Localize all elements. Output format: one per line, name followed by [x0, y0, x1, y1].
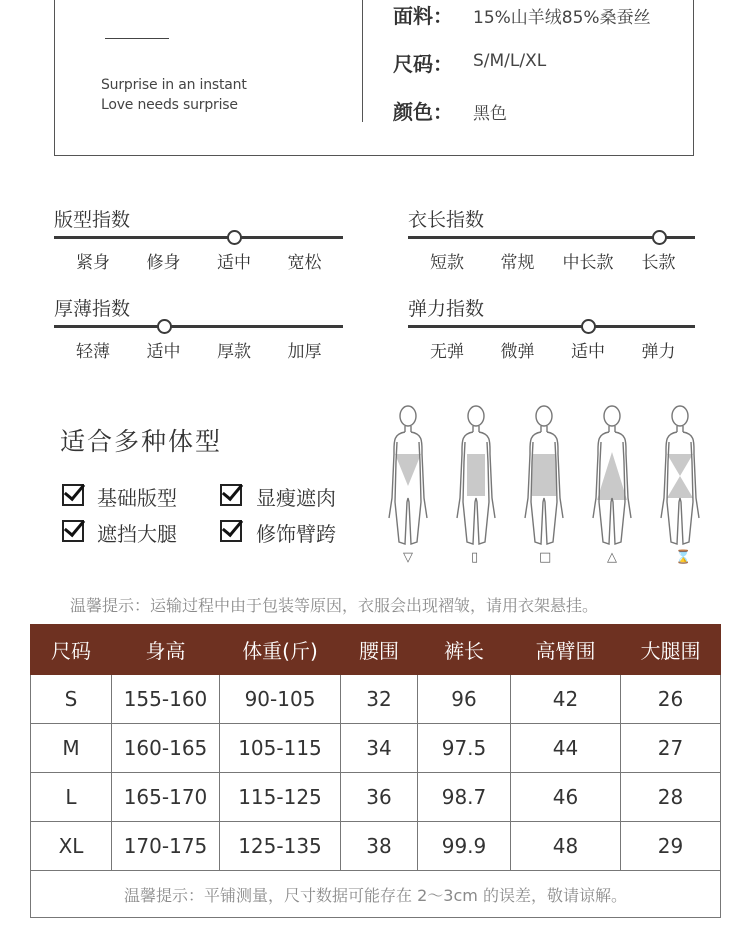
size-table — [30, 624, 721, 918]
measure-tip: 温馨提示：平铺测量，尺寸数据可能存在 2～3cm 的误差，敬请谅解。 — [31, 871, 721, 918]
table-row — [31, 675, 721, 724]
table-cell: 170-175 — [112, 822, 220, 871]
table-row — [31, 724, 721, 773]
fabric-key: 面料： — [393, 4, 453, 28]
feature-item: 显瘦遮肉 — [256, 486, 336, 510]
table-cell: XL — [31, 822, 112, 871]
size-table-header-cell: 裤长 — [418, 625, 511, 675]
size-table-header-cell: 大腿围 — [621, 625, 721, 675]
transport-tip: 温馨提示：运输过程中由于包装等原因，衣服会出现褶皱，请用衣架悬挂。 — [70, 596, 599, 615]
body-shape-label: ▯ — [471, 550, 479, 565]
table-cell: 42 — [511, 675, 621, 724]
check-icon — [62, 484, 84, 506]
fit-index-option: 宽松 — [287, 253, 322, 273]
table-cell: S — [31, 675, 112, 724]
table-cell: 46 — [511, 773, 621, 822]
table-cell: 29 — [621, 822, 721, 871]
length-index-option: 短款 — [430, 253, 464, 273]
body-shape-label: ⌛ — [675, 550, 692, 565]
elasticity-index-option: 无弹 — [430, 342, 464, 362]
body-figure-icon — [587, 402, 637, 552]
table-cell: 115-125 — [220, 773, 341, 822]
size-table-header-cell: 体重(斤) — [220, 625, 341, 675]
check-icon — [62, 520, 84, 542]
body-figure-icon — [451, 402, 501, 552]
elasticity-index-option: 微弹 — [500, 342, 535, 362]
color-key: 颜色： — [393, 100, 453, 124]
fit-index-title: 版型指数 — [54, 209, 131, 231]
slogan-rule — [105, 38, 169, 39]
fit-index-track — [54, 236, 343, 239]
thickness-index-title: 厚薄指数 — [54, 298, 131, 320]
table-cell: 38 — [341, 822, 418, 871]
size-table-header-cell: 身高 — [112, 625, 220, 675]
table-cell: 34 — [341, 724, 418, 773]
table-row — [31, 773, 721, 822]
length-index-knob — [652, 230, 667, 245]
table-cell: 97.5 — [418, 724, 511, 773]
elasticity-index-option: 适中 — [571, 342, 605, 362]
size-table-header-cell: 高臂围 — [511, 625, 621, 675]
thickness-index-knob — [157, 319, 172, 334]
check-icon — [220, 520, 242, 542]
table-cell: 32 — [341, 675, 418, 724]
body-figure-icon — [655, 402, 705, 552]
size-table-header-cell: 尺码 — [31, 625, 112, 675]
table-cell: 27 — [621, 724, 721, 773]
table-cell: 165-170 — [112, 773, 220, 822]
table-cell: 26 — [621, 675, 721, 724]
body-shape-label: ▽ — [403, 550, 413, 565]
thickness-index-track — [54, 325, 343, 328]
elasticity-index-track — [408, 325, 695, 328]
check-icon — [220, 484, 242, 506]
elasticity-index-option: 弹力 — [641, 342, 676, 362]
thickness-index-option: 适中 — [146, 342, 181, 362]
table-note-row — [31, 871, 721, 918]
length-index-title: 衣长指数 — [408, 209, 485, 231]
elasticity-index-title: 弹力指数 — [408, 298, 485, 320]
elasticity-index-knob — [581, 319, 596, 334]
fit-index-option: 修身 — [146, 253, 181, 273]
size-table-header-cell: 腰围 — [341, 625, 418, 675]
size-table-header — [31, 625, 721, 675]
table-cell: 28 — [621, 773, 721, 822]
thickness-index-option: 轻薄 — [76, 342, 110, 362]
info-divider — [362, 0, 363, 122]
table-row — [31, 822, 721, 871]
table-cell: L — [31, 773, 112, 822]
table-cell: 48 — [511, 822, 621, 871]
feature-item: 遮挡大腿 — [97, 522, 177, 546]
fit-index-knob — [227, 230, 242, 245]
thickness-index-option: 厚款 — [217, 342, 251, 362]
feature-item: 基础版型 — [97, 486, 177, 510]
table-cell: 105-115 — [220, 724, 341, 773]
table-cell: 36 — [341, 773, 418, 822]
table-cell: 99.9 — [418, 822, 511, 871]
table-cell: 44 — [511, 724, 621, 773]
length-index-option: 长款 — [641, 253, 676, 273]
body-shape-label: △ — [607, 550, 617, 565]
body-figure-icon — [519, 402, 569, 552]
body-figure-icon — [383, 402, 433, 552]
fabric-value: 15%山羊绒85%桑蚕丝 — [473, 8, 651, 28]
table-cell: 125-135 — [220, 822, 341, 871]
size-value: S/M/L/XL — [473, 51, 547, 71]
thickness-index-option: 加厚 — [287, 342, 322, 362]
fit-index-option: 适中 — [217, 253, 251, 273]
length-index-option: 常规 — [500, 253, 535, 273]
table-cell: 155-160 — [112, 675, 220, 724]
feature-item: 修饰臂跨 — [256, 522, 336, 546]
body-shape-label: □ — [539, 550, 552, 565]
table-cell: 98.7 — [418, 773, 511, 822]
fit-index-option: 紧身 — [76, 253, 110, 273]
table-cell: 160-165 — [112, 724, 220, 773]
body-type-title: 适合多种体型 — [60, 427, 223, 456]
table-cell: 96 — [418, 675, 511, 724]
slogan-line-2: Love needs surprise — [101, 97, 238, 113]
length-index-option: 中长款 — [562, 253, 614, 273]
table-cell: M — [31, 724, 112, 773]
table-cell: 90-105 — [220, 675, 341, 724]
size-key: 尺码： — [393, 52, 453, 76]
slogan-line-1: Surprise in an instant — [101, 77, 247, 93]
color-value: 黑色 — [473, 104, 507, 124]
